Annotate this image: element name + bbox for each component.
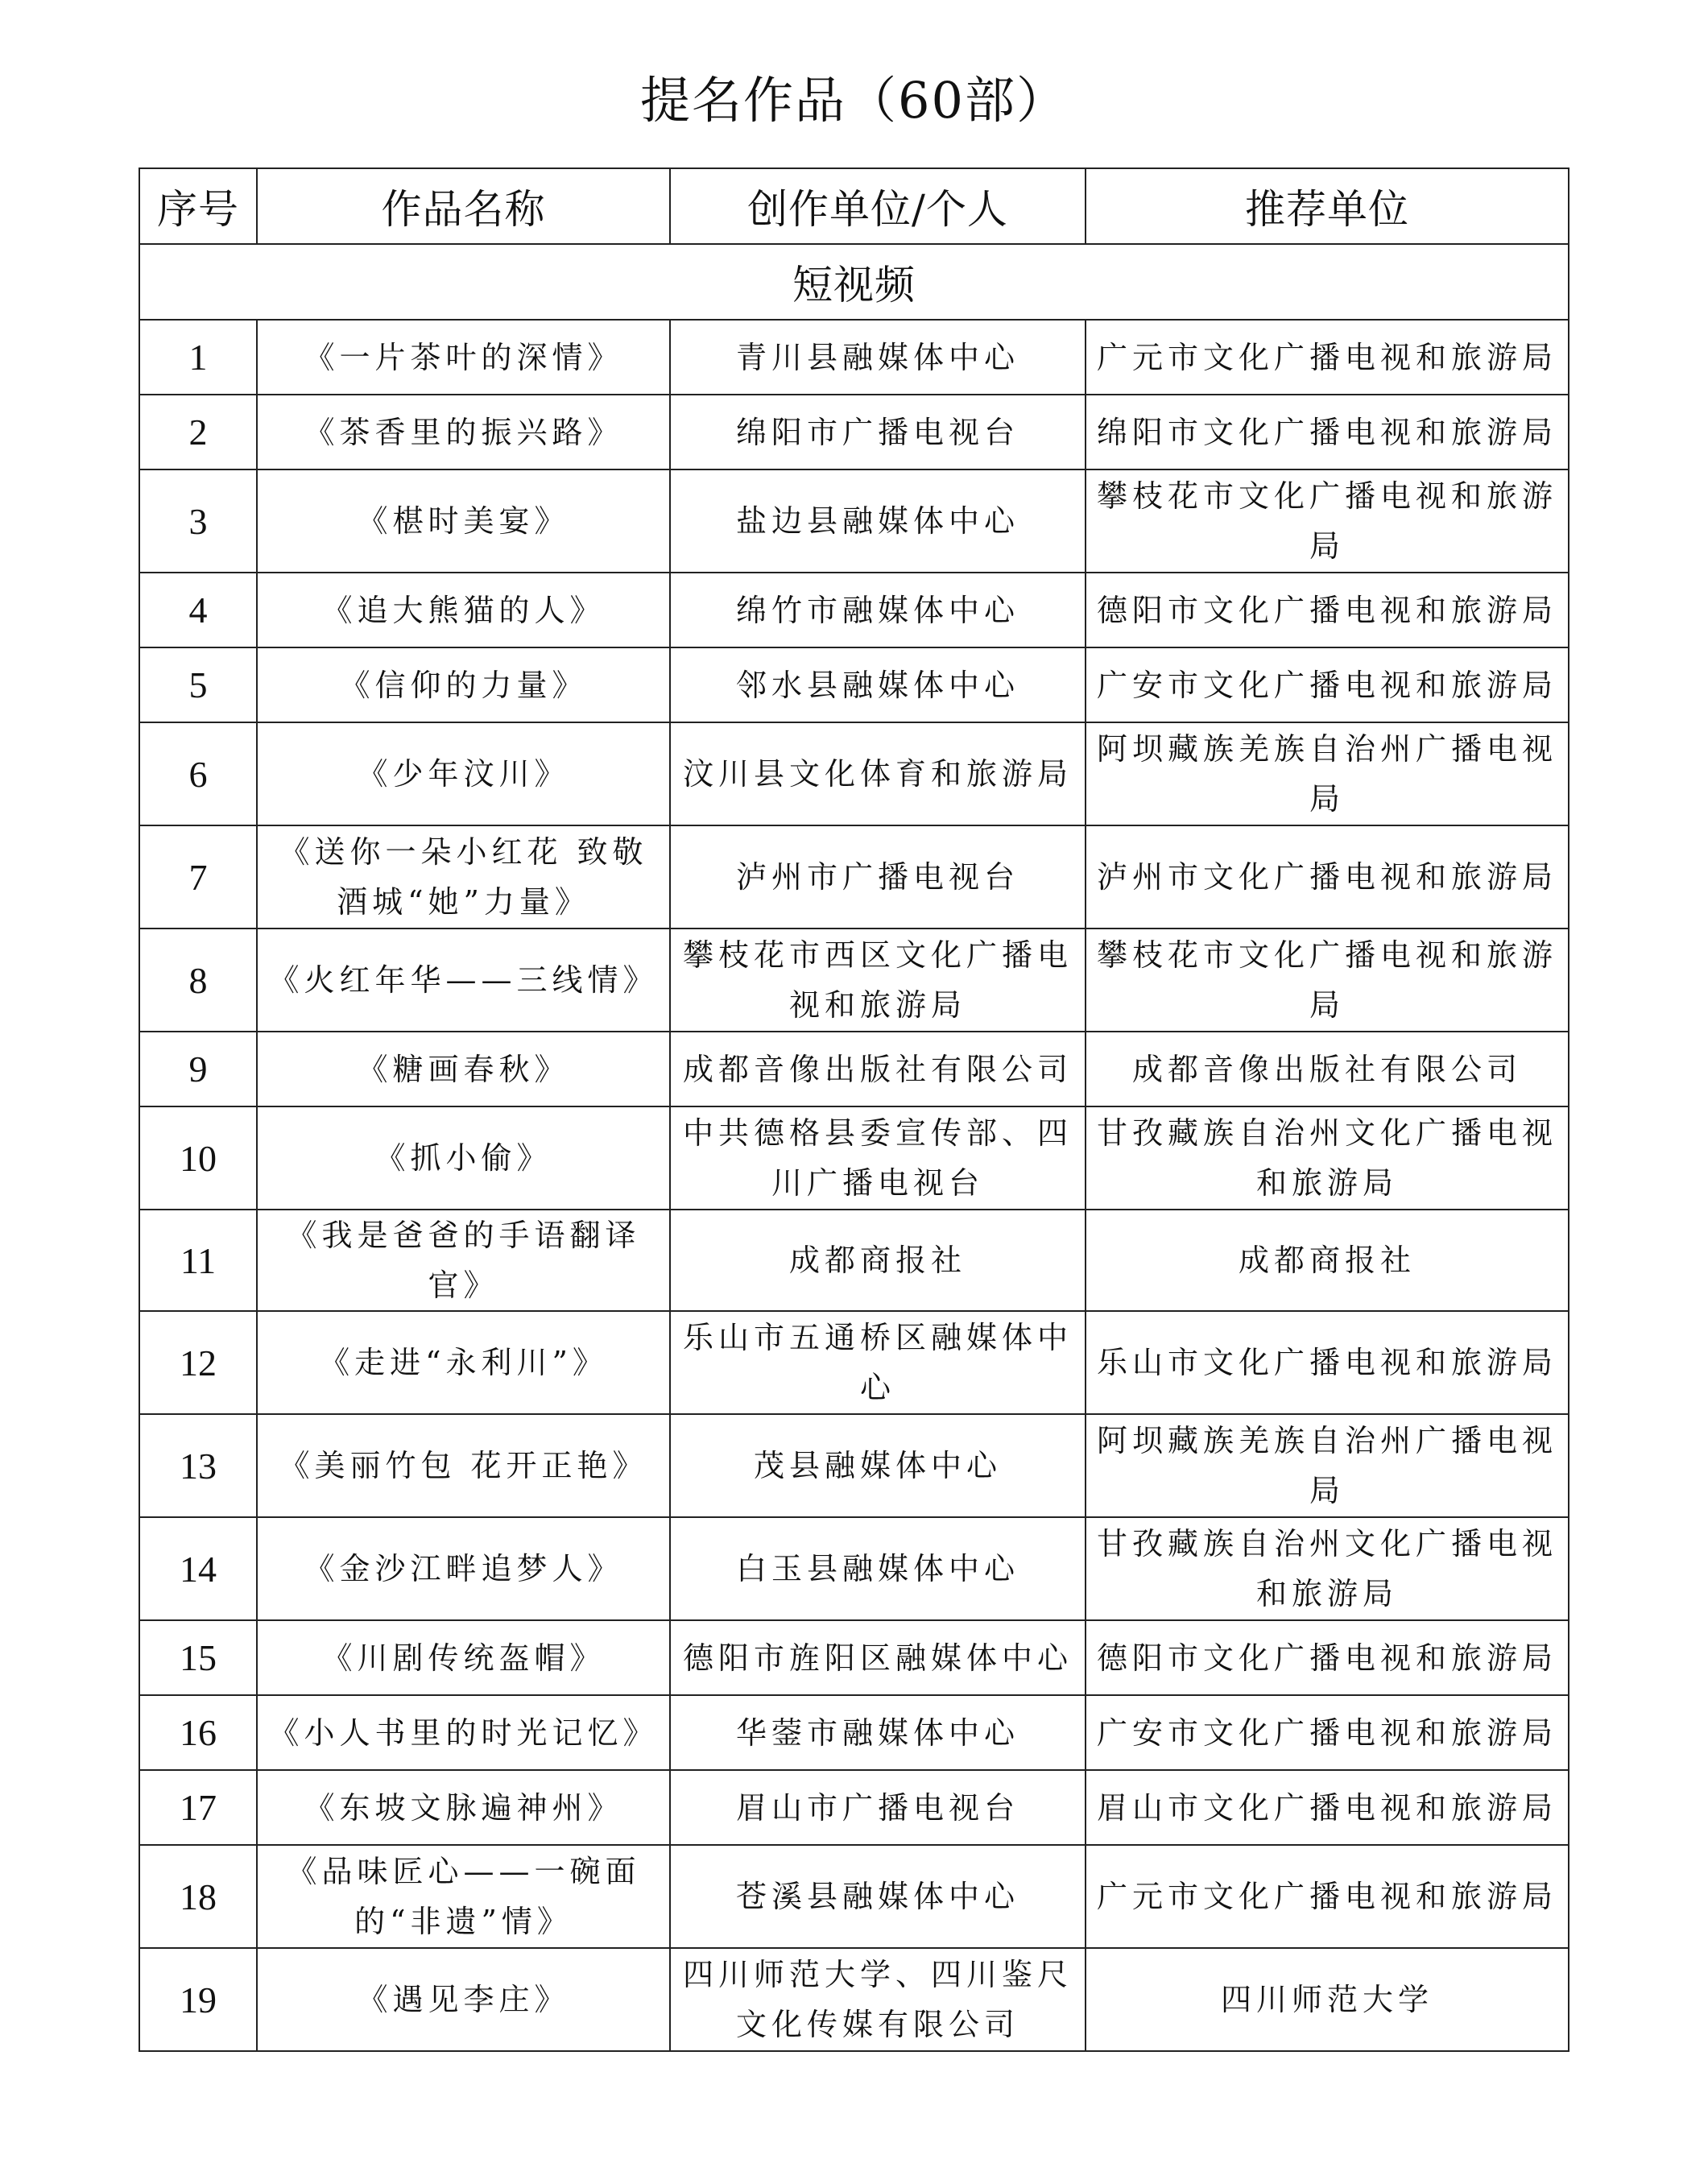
section-title: 短视频 xyxy=(139,244,1569,320)
work-name: 《走进“永利川”》 xyxy=(257,1311,670,1414)
row-number: 9 xyxy=(139,1032,257,1106)
table-row xyxy=(139,1948,1569,2051)
creator: 绵竹市融媒体中心 xyxy=(670,573,1086,647)
row-number: 4 xyxy=(139,573,257,647)
work-name: 《信仰的力量》 xyxy=(257,647,670,722)
row-number: 17 xyxy=(139,1770,257,1845)
row-number: 15 xyxy=(139,1620,257,1695)
creator: 泸州市广播电视台 xyxy=(670,825,1086,929)
table-row xyxy=(139,1517,1569,1620)
work-name: 《美丽竹包 花开正艳》 xyxy=(257,1414,670,1517)
work-name: 《糖画春秋》 xyxy=(257,1032,670,1106)
creator: 白玉县融媒体中心 xyxy=(670,1517,1086,1620)
creator: 绵阳市广播电视台 xyxy=(670,395,1086,469)
table-row xyxy=(139,1620,1569,1695)
table-row xyxy=(139,1695,1569,1770)
table-row xyxy=(139,320,1569,395)
row-number: 12 xyxy=(139,1311,257,1414)
nominated-works-table xyxy=(139,168,1569,2052)
recommender: 阿坝藏族羌族自治州广播电视局 xyxy=(1086,1414,1569,1517)
creator: 盐边县融媒体中心 xyxy=(670,469,1086,573)
recommender: 绵阳市文化广播电视和旅游局 xyxy=(1086,395,1569,469)
recommender: 德阳市文化广播电视和旅游局 xyxy=(1086,1620,1569,1695)
row-number: 16 xyxy=(139,1695,257,1770)
work-name: 《茶香里的振兴路》 xyxy=(257,395,670,469)
recommender: 成都音像出版社有限公司 xyxy=(1086,1032,1569,1106)
recommender: 甘孜藏族自治州文化广播电视和旅游局 xyxy=(1086,1106,1569,1210)
creator: 中共德格县委宣传部、四川广播电视台 xyxy=(670,1106,1086,1210)
row-number: 18 xyxy=(139,1845,257,1948)
recommender: 攀枝花市文化广播电视和旅游局 xyxy=(1086,929,1569,1032)
creator: 攀枝花市西区文化广播电视和旅游局 xyxy=(670,929,1086,1032)
creator: 华蓥市融媒体中心 xyxy=(670,1695,1086,1770)
creator: 青川县融媒体中心 xyxy=(670,320,1086,395)
row-number: 6 xyxy=(139,722,257,825)
table-row xyxy=(139,395,1569,469)
work-name: 《火红年华——三线情》 xyxy=(257,929,670,1032)
row-number: 14 xyxy=(139,1517,257,1620)
creator: 汶川县文化体育和旅游局 xyxy=(670,722,1086,825)
recommender: 攀枝花市文化广播电视和旅游局 xyxy=(1086,469,1569,573)
table-row xyxy=(139,1311,1569,1414)
row-number: 3 xyxy=(139,469,257,573)
table-row xyxy=(139,469,1569,573)
row-number: 19 xyxy=(139,1948,257,2051)
recommender: 广元市文化广播电视和旅游局 xyxy=(1086,320,1569,395)
table-row xyxy=(139,1770,1569,1845)
recommender: 甘孜藏族自治州文化广播电视和旅游局 xyxy=(1086,1517,1569,1620)
recommender: 泸州市文化广播电视和旅游局 xyxy=(1086,825,1569,929)
recommender: 眉山市文化广播电视和旅游局 xyxy=(1086,1770,1569,1845)
table-row xyxy=(139,1210,1569,1311)
row-number: 5 xyxy=(139,647,257,722)
recommender: 四川师范大学 xyxy=(1086,1948,1569,2051)
recommender: 德阳市文化广播电视和旅游局 xyxy=(1086,573,1569,647)
work-name: 《遇见李庄》 xyxy=(257,1948,670,2051)
work-name: 《椹时美宴》 xyxy=(257,469,670,573)
header-recommender: 推荐单位 xyxy=(1086,168,1569,244)
work-name: 《抓小偷》 xyxy=(257,1106,670,1210)
work-name: 《追大熊猫的人》 xyxy=(257,573,670,647)
row-number: 7 xyxy=(139,825,257,929)
table-row xyxy=(139,722,1569,825)
recommender: 成都商报社 xyxy=(1086,1210,1569,1311)
creator: 成都音像出版社有限公司 xyxy=(670,1032,1086,1106)
recommender: 广元市文化广播电视和旅游局 xyxy=(1086,1845,1569,1948)
work-name: 《一片茶叶的深情》 xyxy=(257,320,670,395)
work-name: 《金沙江畔追梦人》 xyxy=(257,1517,670,1620)
table-row xyxy=(139,825,1569,929)
table-row xyxy=(139,1845,1569,1948)
document-title: 提名作品（60部） xyxy=(640,71,1068,130)
recommender: 阿坝藏族羌族自治州广播电视局 xyxy=(1086,722,1569,825)
row-number: 13 xyxy=(139,1414,257,1517)
creator: 眉山市广播电视台 xyxy=(670,1770,1086,1845)
work-name: 《送你一朵小红花 致敬酒城“她”力量》 xyxy=(257,825,670,929)
row-number: 1 xyxy=(139,320,257,395)
creator: 德阳市旌阳区融媒体中心 xyxy=(670,1620,1086,1695)
row-number: 8 xyxy=(139,929,257,1032)
row-number: 11 xyxy=(139,1210,257,1311)
row-number: 2 xyxy=(139,395,257,469)
header-work-name: 作品名称 xyxy=(257,168,670,244)
creator: 茂县融媒体中心 xyxy=(670,1414,1086,1517)
table-row xyxy=(139,647,1569,722)
recommender: 乐山市文化广播电视和旅游局 xyxy=(1086,1311,1569,1414)
creator: 四川师范大学、四川鉴尺文化传媒有限公司 xyxy=(670,1948,1086,2051)
table-row xyxy=(139,1106,1569,1210)
row-number: 10 xyxy=(139,1106,257,1210)
creator: 乐山市五通桥区融媒体中心 xyxy=(670,1311,1086,1414)
work-name: 《小人书里的时光记忆》 xyxy=(257,1695,670,1770)
table-row xyxy=(139,1414,1569,1517)
work-name: 《东坡文脉遍神州》 xyxy=(257,1770,670,1845)
table-header-row xyxy=(139,168,1569,244)
header-creator: 创作单位/个人 xyxy=(670,168,1086,244)
table-row xyxy=(139,573,1569,647)
creator: 邻水县融媒体中心 xyxy=(670,647,1086,722)
work-name: 《川剧传统盔帽》 xyxy=(257,1620,670,1695)
recommender: 广安市文化广播电视和旅游局 xyxy=(1086,1695,1569,1770)
recommender: 广安市文化广播电视和旅游局 xyxy=(1086,647,1569,722)
work-name: 《我是爸爸的手语翻译官》 xyxy=(257,1210,670,1311)
work-name: 《少年汶川》 xyxy=(257,722,670,825)
creator: 苍溪县融媒体中心 xyxy=(670,1845,1086,1948)
creator: 成都商报社 xyxy=(670,1210,1086,1311)
header-index: 序号 xyxy=(139,168,257,244)
work-name: 《品味匠心——一碗面的“非遗”情》 xyxy=(257,1845,670,1948)
section-row xyxy=(139,244,1569,320)
table-row xyxy=(139,929,1569,1032)
table-row xyxy=(139,1032,1569,1106)
